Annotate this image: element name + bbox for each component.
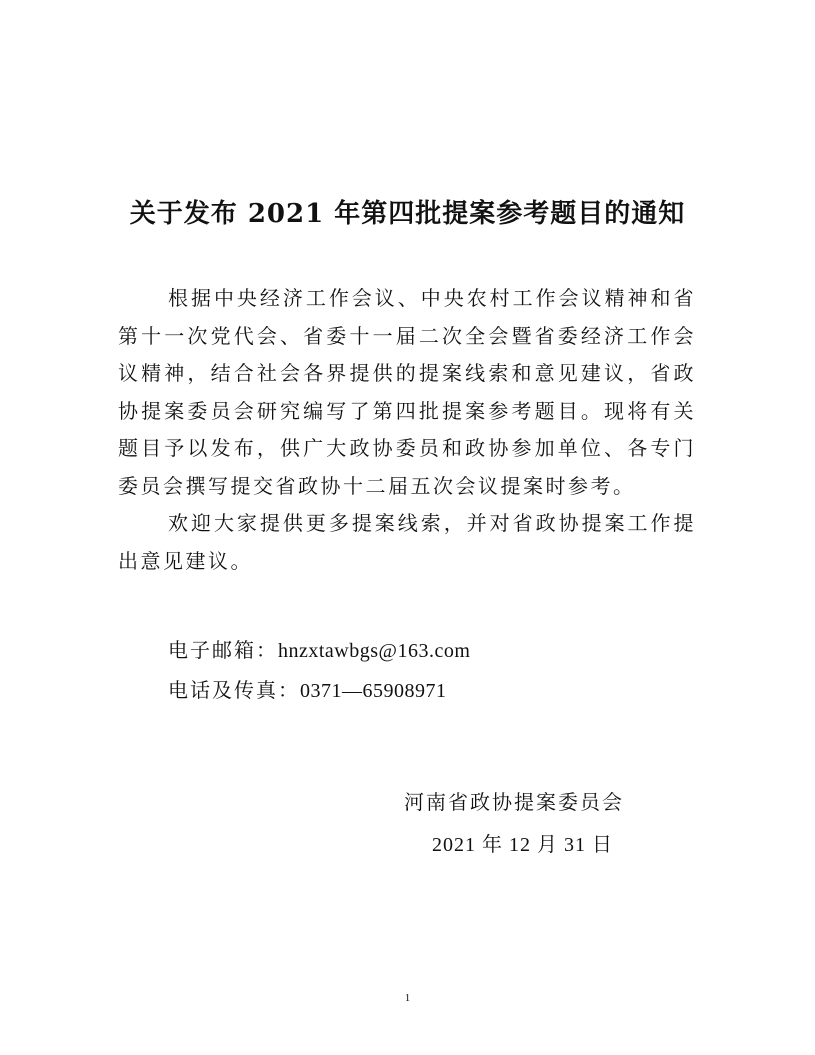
signature-date: 2021 年 12 月 31 日 [432,834,613,856]
body-paragraph-1: 根据中央经济工作会议、中央农村工作会议精神和省第十一次党代会、省委十一届二次全会暨省委经济工作会议精神，结合社会各界提供的提案线索和意见建议，省政协提案委员会研究编写了第四批提案参考题目。现将有关题目予以发布，供广大政协委员和政协参加单位、各专门委员会撰写提交省政协十二届五次会议提案时参考。 [118,286,696,498]
phone-value: 0371—65908971 [300,680,447,702]
signature-organization: 河南省政协提案委员会 [404,790,624,814]
body-paragraph-2: 欢迎大家提供更多提案线索，并对省政协提案工作提出意见建议。 [118,511,696,573]
phone-label: 电话及传真： [168,678,300,702]
phone-line [168,674,447,707]
page-number: 1 [404,992,411,1004]
email-label: 电子邮箱： [168,638,278,662]
email-line [168,634,470,667]
document-title: 关于发布 2021 年第四批提案参考题目的通知 [129,199,686,229]
email-value: hnzxtawbgs@163.com [278,640,471,662]
